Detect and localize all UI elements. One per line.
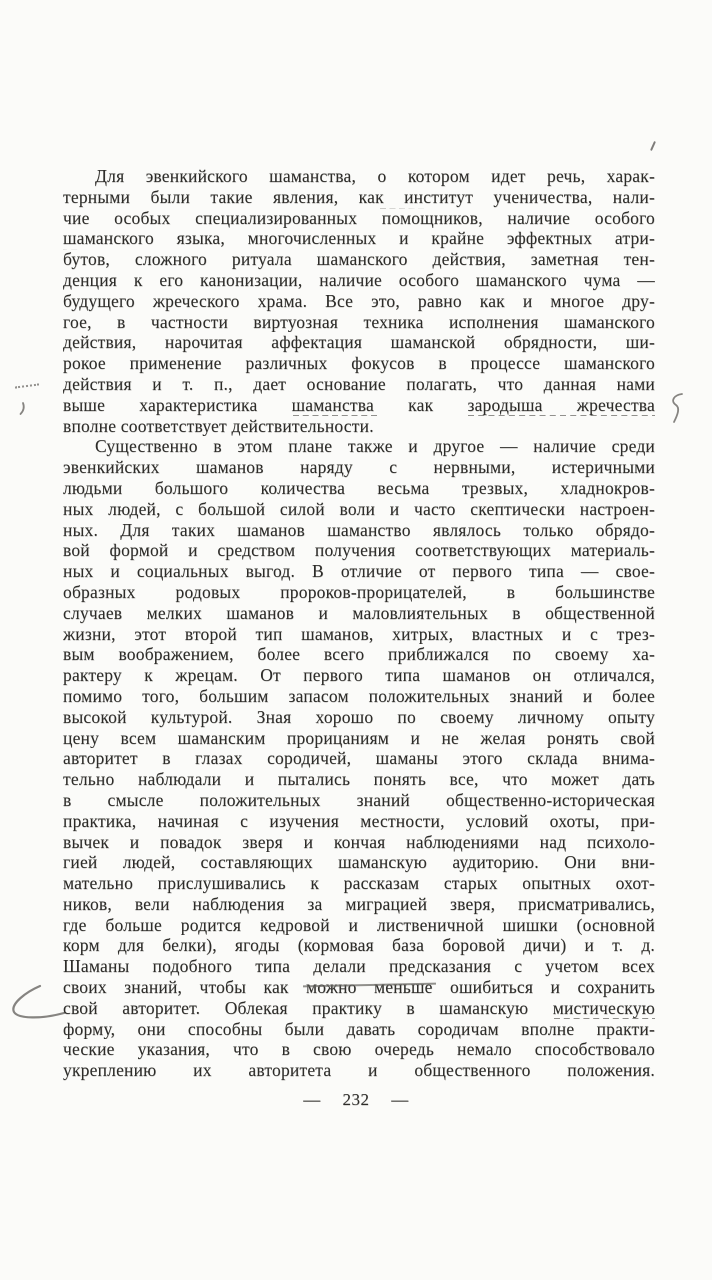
- text-line: [63, 582, 655, 603]
- text-segment: помимо того, большим запасом положительных знаний и более: [63, 685, 655, 706]
- text-line: [63, 852, 655, 873]
- text-line: [63, 208, 655, 229]
- pencil-marked-text: шаманства: [291, 394, 374, 415]
- page-number: — 232 —: [303, 1090, 409, 1109]
- text-segment: мательно прислушивались к рассказам старых опытных охот-: [63, 873, 655, 894]
- text-line: [63, 540, 655, 561]
- text-segment: цену всем шаманским прорицаниям и не желая ронять свой: [63, 727, 655, 748]
- text-line: [63, 520, 655, 541]
- text-line: [63, 1019, 655, 1040]
- text-segment: сложного ритуала шаманского действия, заметная тен-: [110, 249, 655, 270]
- text-line: [63, 811, 655, 832]
- pencil-marked-text: помощников,: [381, 207, 483, 228]
- text-segment: ных людей, с большой силой воли и часто скептически настроен-: [63, 498, 655, 519]
- text-line: [63, 935, 655, 956]
- text-segment: чие особых специализированных: [63, 207, 382, 228]
- text-line: [63, 166, 655, 187]
- text-segment: терными были такие явления, как институт ученичества, нали-: [63, 186, 655, 207]
- text-segment: случаев мелких шаманов и маловлиятельных в общественной: [63, 602, 655, 623]
- text-segment: рокое применение различных фокусов в процессе шаманского: [63, 353, 655, 374]
- text-segment: корм для белки), ягоды (кормовая база боровой дичи) и т. д.: [63, 935, 655, 956]
- text-segment: форму, они способны были давать сородичам вполне практи-: [63, 1018, 655, 1039]
- text-line: [63, 873, 655, 894]
- text-segment: высокой культурой. Зная хорошо по своему личному опыту: [63, 706, 655, 727]
- text-segment: ных и социальных выгод. В отличие от первого типа — свое-: [63, 561, 655, 582]
- text-line: [63, 395, 655, 416]
- text-segment: свой авторитет. Облекая практику в шаманскую: [63, 997, 553, 1018]
- text-line: [63, 249, 655, 270]
- text-line: [63, 499, 655, 520]
- text-segment: ников, вели наблюдения за миграцией зверя, присматривались,: [63, 893, 655, 914]
- text-segment: вой формой и средством получения соответствующих материаль-: [63, 540, 655, 561]
- text-line: [63, 686, 655, 707]
- text-line: [63, 894, 655, 915]
- text-line: [63, 561, 655, 582]
- pencil-slash-mark: [650, 141, 656, 151]
- text-segment: Существенно в этом плане также и другое — наличие среди: [95, 436, 655, 457]
- pencil-check-mark: [4, 980, 68, 1026]
- text-line: [63, 644, 655, 665]
- text-line: [63, 977, 655, 998]
- text-line: [63, 478, 655, 499]
- text-segment: жизни, этот второй тип шаманов, хитрых, властных и с трез-: [63, 623, 655, 644]
- text-line: [63, 332, 655, 353]
- text-segment: будущего жреческого храма. Все это, равно как и многое дру-: [63, 290, 655, 311]
- text-segment: денция к его канонизации, наличие особого шаманского чума —: [63, 269, 655, 290]
- pencil-marked-text: бутов,: [63, 249, 110, 270]
- text-line: [63, 956, 655, 977]
- text-line: [63, 998, 655, 1019]
- text-segment: действия и т. п., дает основание полагать, что данная нами: [63, 373, 655, 394]
- text-segment: шаманского языка, многочисленных и крайне эффектных атри-: [63, 228, 655, 249]
- text-line: [63, 748, 655, 769]
- pencil-marked-text: мистическую: [552, 997, 655, 1018]
- text-segment: Для эвенкийского шаманства, о котором идет речь, харак-: [95, 166, 655, 186]
- text-segment: наличие особого: [482, 207, 655, 228]
- text-line: [63, 1060, 655, 1081]
- text-line: [63, 769, 655, 790]
- text-line: [63, 457, 655, 478]
- pencil-marked-text: можно меньше: [306, 977, 433, 998]
- text-segment: эвенкийских шаманов наряду с нервными, истеричными: [63, 457, 655, 478]
- text-line: [63, 187, 655, 208]
- text-segment: ческие указания, что в свою очередь немало способствовало: [63, 1039, 655, 1060]
- text-line: [63, 832, 655, 853]
- text-segment: ошибиться и сохранить: [432, 977, 655, 998]
- pencil-comma-mark: [18, 401, 28, 417]
- pencil-marked-text: зародыша жречества: [467, 394, 655, 415]
- text-segment: практика, начиная с изучения местности, условий охоты, при-: [63, 810, 655, 831]
- text-segment: своих знаний, чтобы как: [63, 977, 307, 998]
- text-segment: где больше родится кедровой и лиственичной шишки (основной: [63, 914, 655, 935]
- text-segment: выше характеристика: [63, 394, 292, 415]
- text-line: [63, 228, 655, 249]
- text-line: [63, 353, 655, 374]
- text-segment: образных родовых пророков-прорицателей, в большинстве: [63, 581, 655, 602]
- text-segment: вычек и повадок зверя и кончая наблюдениями над психоло-: [63, 831, 655, 852]
- text-segment: вполне соответствует действительности.: [63, 415, 374, 436]
- text-line: [63, 436, 655, 457]
- text-segment: тельно наблюдали и пытались понять все, что может дать: [63, 769, 655, 790]
- text-segment: гое, в частности виртуозная техника исполнения шаманского: [63, 311, 655, 332]
- text-line: [63, 707, 655, 728]
- text-line: [63, 416, 655, 437]
- text-line: [63, 665, 655, 686]
- pencil-smudge-mark: [15, 384, 39, 389]
- text-segment: как: [373, 394, 468, 415]
- text-segment: укреплению их авторитета и общественного положения.: [63, 1060, 655, 1081]
- text-segment: людьми большого количества весьма трезвых, хладнокров-: [63, 477, 655, 498]
- text-line: [63, 1039, 655, 1060]
- text-line: [63, 270, 655, 291]
- text-line: [63, 624, 655, 645]
- text-line: [63, 291, 655, 312]
- text-segment: действия, нарочитая аффектация шаманской обрядности, ши-: [63, 332, 655, 353]
- text-segment: вым воображением, более всего приближался по своему ха-: [63, 644, 655, 665]
- pencil-question-mark: [668, 392, 688, 426]
- text-segment: авторитет в глазах сородичей, шаманы этого склада внима-: [63, 748, 655, 769]
- text-line: [63, 915, 655, 936]
- text-segment: рактеру к жрецам. От первого типа шаманов он отличался,: [63, 665, 655, 686]
- text-segment: ных. Для таких шаманов шаманство являлось только обрядо-: [63, 519, 655, 540]
- text-line: [63, 603, 655, 624]
- text-line: [63, 728, 655, 749]
- text-segment: Шаманы подобного типа делали предсказания с учетом всех: [63, 956, 655, 977]
- text-segment: гией людей, составляющих шаманскую аудиторию. Они вни-: [63, 852, 655, 873]
- text-block: [63, 166, 655, 1081]
- text-line: [63, 312, 655, 333]
- text-line: [63, 790, 655, 811]
- text-segment: в смысле положительных знаний общественно-историческая: [63, 789, 655, 810]
- text-line: [63, 374, 655, 395]
